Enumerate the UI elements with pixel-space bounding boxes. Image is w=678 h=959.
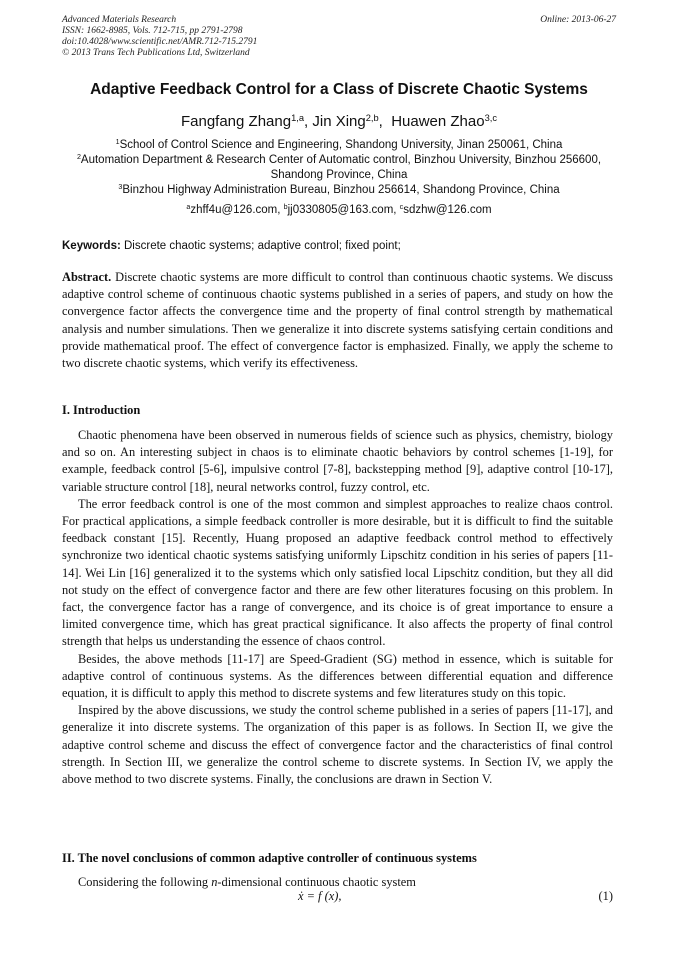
affiliation-sup: 2 — [76, 153, 81, 162]
affiliation-sup: 1 — [115, 138, 120, 147]
affiliation-sup: 3 — [118, 183, 123, 192]
author-name: Jin Xing — [312, 113, 366, 130]
author-sup: 1,a — [291, 112, 305, 123]
paragraph: Inspired by the above discussions, we study the control scheme published in a series of papers [11-17], and generalize it into discrete systems. The organization of this paper is as follows. In Section II, we give the adaptive control scheme and discuss the effect of convergence factor and the characteristics of final control strength. In Section III, we generalize the control scheme to discrete systems. In Section IV, we apply the above method to two discrete systems. Finally, the conclusions are drawn in Section V. — [62, 703, 613, 787]
abstract — [62, 269, 613, 372]
journal-header — [62, 15, 616, 59]
paragraph: Chaotic phenomena have been observed in numerous fields of science such as physics, chemistry, biology and so on. An interesting subject in chaos is to eliminate chaotic behaviors by control schemes [1-19], for example, feedback control [5-6], impulsive control [7-8], backstepping method [9], adaptive control [10-17], variable structure control [18], neural networks control, fuzzy control, etc. — [62, 428, 613, 494]
affiliation — [60, 183, 618, 198]
author-name: Huawen Zhao — [391, 113, 485, 130]
equation-number: (1) — [598, 889, 613, 903]
keywords-text: Discrete chaotic systems; adaptive control; fixed point; — [124, 240, 401, 252]
introduction-body — [62, 427, 613, 788]
copyright-line: © 2013 Trans Tech Publications Ltd, Switzerland — [62, 48, 250, 58]
author-name: Fangfang Zhang — [180, 113, 292, 130]
doi-line: doi:10.4028/www.scientific.net/AMR.712-715.2791 — [62, 37, 258, 47]
math-variable: n — [211, 875, 218, 889]
section-heading: II. The novel conclusions of common adaptive controller of continuous systems — [62, 851, 477, 865]
abstract-label: Abstract. — [62, 270, 112, 284]
email-sup: a — [186, 203, 191, 212]
email-list: $^a$zhff4u@126.com, $^b$jj0330805@163.com, $^c$sdzhw@126.com — [186, 203, 492, 216]
email-sup: c — [399, 203, 404, 212]
section-heading: I. Introduction — [62, 403, 141, 417]
email-link[interactable]: sdzhw@126.com — [403, 204, 492, 216]
author-list: Fangfang Zhang$^{1,a}$, Jin Xing$^{2,b}$, Huawen Zhao$^{3,c}$ — [180, 112, 497, 130]
keywords-label: Keywords: — [62, 240, 121, 252]
keywords — [62, 240, 622, 252]
paragraph-text: Considering the following — [78, 875, 212, 889]
email-sup: b — [283, 203, 288, 212]
affiliation-text: School of Control Science and Engineering, Shandong University, Jinan 250061, China — [119, 139, 563, 151]
email-link[interactable]: jj0330805@163.com — [287, 204, 394, 216]
affiliation-text: Binzhou Highway Administration Bureau, Binzhou 256614, Shandong Province, China — [122, 184, 560, 196]
issn-line: ISSN: 1662-8985, Vols. 712-715, pp 2791-2798 — [62, 26, 243, 36]
equation: ẋ = f (x), — [298, 889, 342, 903]
paper-title: Adaptive Feedback Control for a Class of Discrete Chaotic Systems — [90, 81, 588, 98]
affiliation — [60, 138, 618, 153]
online-date: Online: 2013-06-27 — [540, 15, 616, 25]
affiliation — [60, 153, 618, 183]
affiliation-list — [60, 138, 618, 198]
email-link[interactable]: zhff4u@126.com — [190, 204, 278, 216]
journal-name: Advanced Materials Research — [62, 15, 177, 25]
author-sup: 3,c — [484, 112, 497, 123]
paragraph: The error feedback control is one of the most common and simplest approaches to realize chaos control. For practical applications, a simple feedback controller is more desirable, but it is difficult to find the suitable feedback constant [15]. Recently, Huang proposed an adaptive feedback control method to effectively synchronize two identical chaotic systems satisfying uniformly Lipschitz condition in his series of papers [11-14]. Wei Lin [16] generalized it to the systems which only satisfied local Lipschitz condition, but they all did not study on the effect of convergence factor and there are few other literatures focusing on this problem. In fact, the convergence factor has a range of convergence, and its choice is of great importance to ensure a limited convergence time, which has great practical significance. It also affects the property of final control strength that helps us understanding the essence of chaos control. — [62, 496, 613, 649]
abstract-text: Discrete chaotic systems are more difficult to control than continuous chaotic systems. We discuss adaptive control scheme of continuous chaotic systems published in a series of papers, and study on how the convergence factor affects the convergence time and the property of final control strength by mathematical analysis and number simulations. Then we generalize it into discrete systems satisfying certain conditions and provide mathematical proof. The effect of convergence factor is emphasized. Finally, we apply the scheme to two discrete chaotic systems, which verify its effectiveness. — [62, 270, 613, 371]
affiliation-text: Automation Department & Research Center of Automatic control, Binzhou University, Binzhou 256600, Shandong Province, China — [80, 154, 602, 181]
paragraph-text: -dimensional continuous chaotic system — [217, 875, 416, 889]
paragraph: Besides, the above methods [11-17] are Speed-Gradient (SG) method in essence, which is suitable for adaptive control of continuous systems. As the differences between differential equation and difference equation, it is difficult to apply this method to discrete systems and few literatures study on this topic. — [62, 651, 613, 701]
author-sup: 2,b — [365, 112, 379, 123]
